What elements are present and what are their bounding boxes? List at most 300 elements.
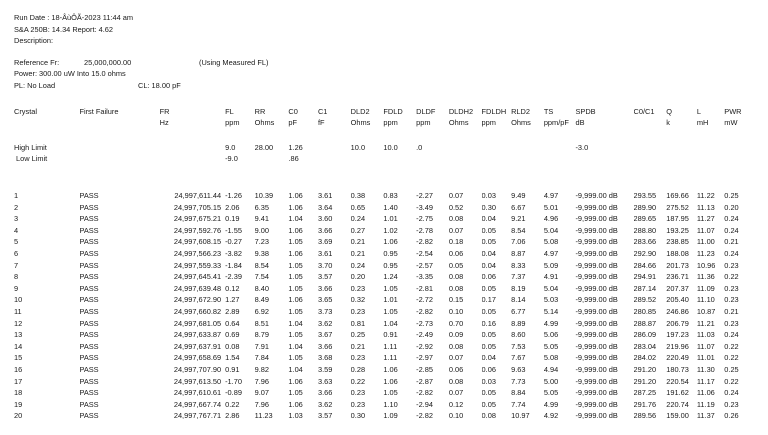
table-cell: 11.27 xyxy=(696,215,715,224)
table-cell: 1.02 xyxy=(383,226,398,235)
table-cell: 7 xyxy=(14,261,19,270)
table-cell: 0.05 xyxy=(481,331,496,340)
table-cell: 4.99 xyxy=(543,319,559,328)
table-cell: 1.06 xyxy=(288,400,303,409)
table-cell: 15 xyxy=(14,354,23,363)
table-cell: 0.25 xyxy=(724,192,739,200)
table-cell: 219.96 xyxy=(666,342,689,351)
table-cell: 11.13 xyxy=(696,203,715,212)
table-cell: PASS xyxy=(79,284,99,293)
table-cell: -2.27 xyxy=(416,192,433,200)
table-cell: 180.73 xyxy=(666,365,689,374)
table-cell: 0.23 xyxy=(724,284,739,293)
table-cell: 3.62 xyxy=(317,400,333,409)
column-unit xyxy=(79,119,159,130)
table-cell: PASS xyxy=(79,342,99,351)
table-cell: -0.89 xyxy=(225,389,242,398)
table-cell: 8.51 xyxy=(254,319,270,328)
limit-value: -3.0 xyxy=(575,144,589,152)
cl-line: CL: 18.00 pF xyxy=(138,81,181,90)
table-cell: 10.39 xyxy=(254,192,274,200)
table-cell: 0.23 xyxy=(724,296,739,305)
table-cell: PASS xyxy=(79,377,99,386)
table-cell: 9.82 xyxy=(254,365,270,374)
limit-value: .0 xyxy=(416,144,423,152)
table-cell: 8.89 xyxy=(511,319,526,328)
table-cell: 0.22 xyxy=(724,273,739,282)
table-cell: PASS xyxy=(79,238,99,247)
table-cell: 0.10 xyxy=(448,307,464,316)
table-cell: 1.03 xyxy=(288,412,303,421)
table-cell: 207.37 xyxy=(666,284,689,293)
table-cell: 7.23 xyxy=(254,238,270,247)
table-cell: 4.94 xyxy=(543,365,559,374)
table-cell: 1.06 xyxy=(383,238,398,247)
table-row xyxy=(14,378,768,390)
table-cell: 275.52 xyxy=(666,203,689,212)
table-cell: 1.06 xyxy=(288,377,303,386)
table-cell: 0.24 xyxy=(350,215,366,224)
table-cell: 3.67 xyxy=(317,331,333,340)
column-unit: Ohms xyxy=(511,119,531,127)
table-cell: 0.08 xyxy=(448,342,464,351)
table-cell: 0.05 xyxy=(481,238,496,247)
table-cell: 5.06 xyxy=(543,331,559,340)
table-cell: 2.86 xyxy=(225,412,240,421)
table-cell: PASS xyxy=(79,261,99,270)
table-cell: 6.77 xyxy=(511,307,526,316)
table-cell: 8.19 xyxy=(511,284,526,293)
table-cell: 0.03 xyxy=(481,192,496,200)
column-header: DLDH2 xyxy=(448,108,474,116)
table-cell: 0.26 xyxy=(724,412,739,421)
table-cell: 11.00 xyxy=(696,238,715,247)
table-cell: 292.90 xyxy=(633,249,657,258)
table-cell: 0.21 xyxy=(350,238,366,247)
table-cell: 3.73 xyxy=(317,307,333,316)
table-cell: 0.95 xyxy=(383,261,398,270)
table-cell: 5.09 xyxy=(543,261,559,270)
table-cell: 201.73 xyxy=(666,261,689,270)
limit-value: 28.00 xyxy=(254,144,274,152)
table-row xyxy=(14,215,768,227)
table-cell: 24,997,611.44 xyxy=(174,192,222,200)
table-cell: 9.00 xyxy=(254,226,270,235)
table-cell: 280.85 xyxy=(633,307,657,316)
table-cell: 9 xyxy=(14,284,19,293)
table-cell: PASS xyxy=(79,354,99,363)
table-cell: 1.06 xyxy=(383,377,398,386)
table-cell: 11.37 xyxy=(696,412,715,421)
table-cell: 193.25 xyxy=(666,226,689,235)
table-cell: -2.97 xyxy=(416,354,433,363)
table-cell: 3.66 xyxy=(317,389,333,398)
table-cell: 0.08 xyxy=(448,273,464,282)
column-header: TS xyxy=(543,108,554,116)
table-cell: 0.05 xyxy=(481,307,496,316)
table-cell: 0.05 xyxy=(481,226,496,235)
table-cell: 8.33 xyxy=(511,261,526,270)
table-cell: 8.54 xyxy=(511,226,526,235)
table-row xyxy=(14,401,768,413)
table-cell: 287.25 xyxy=(633,389,657,398)
table-cell: 2 xyxy=(14,203,19,212)
table-row xyxy=(14,366,768,378)
table-cell: 1.04 xyxy=(288,342,303,351)
table-cell: 0.08 xyxy=(448,215,464,224)
table-cell: 7.96 xyxy=(254,377,270,386)
table-cell: PASS xyxy=(79,389,99,398)
table-cell: 12 xyxy=(14,319,23,328)
table-cell: 5.14 xyxy=(543,307,559,316)
table-cell: 10.87 xyxy=(696,307,716,316)
table-cell: 3.66 xyxy=(317,284,333,293)
table-cell: 3.66 xyxy=(317,342,333,351)
crystal-results-table xyxy=(14,108,768,424)
table-cell: 0.65 xyxy=(350,203,366,212)
table-cell: 1.10 xyxy=(383,400,398,409)
table-cell: 169.66 xyxy=(666,192,689,200)
table-cell: 4.97 xyxy=(543,192,559,200)
table-cell: 5 xyxy=(14,238,19,247)
reference-frequency-value: 25,000,000.00 xyxy=(84,58,132,67)
table-cell: 11.10 xyxy=(696,296,715,305)
column-header: FR xyxy=(159,108,170,116)
table-cell: 0.24 xyxy=(724,226,739,235)
table-cell: 10.96 xyxy=(696,261,716,270)
table-row xyxy=(14,204,768,216)
column-unit: mH xyxy=(696,119,709,127)
table-cell: 283.66 xyxy=(633,238,657,247)
table-cell: 288.87 xyxy=(633,319,657,328)
table-cell: -9,999.00 dB xyxy=(575,342,618,351)
table-cell: 7.53 xyxy=(511,342,526,351)
table-cell: 7.37 xyxy=(511,273,526,282)
table-cell: PASS xyxy=(79,192,99,200)
table-row xyxy=(14,296,768,308)
column-unit: ppm xyxy=(225,119,240,127)
table-cell: 0.08 xyxy=(448,377,464,386)
column-header: RR xyxy=(254,108,266,116)
table-cell: 1.04 xyxy=(288,215,303,224)
table-cell: -3.35 xyxy=(416,273,433,282)
limit-value xyxy=(634,155,667,166)
table-cell: 0.08 xyxy=(448,284,464,293)
table-cell: 1.04 xyxy=(288,365,303,374)
table-row xyxy=(14,227,768,239)
run-date-value: 18-ÂùÔÃ-2023 xyxy=(51,13,101,22)
column-header: SPDB xyxy=(575,108,596,116)
table-cell: -9,999.00 dB xyxy=(575,307,618,316)
limit-value xyxy=(416,155,449,166)
table-row xyxy=(14,331,768,343)
table-cell: 24,997,645.41 xyxy=(173,273,222,282)
limit-value xyxy=(511,144,544,155)
table-row xyxy=(14,262,768,274)
limit-value: -9.0 xyxy=(225,155,238,163)
table-cell: 0.05 xyxy=(481,389,496,398)
table-cell: 3.69 xyxy=(317,238,333,247)
high-limit-row xyxy=(14,144,768,155)
table-cell: 0.52 xyxy=(448,203,464,212)
run-date-line xyxy=(14,14,133,21)
table-cell: 187.95 xyxy=(666,215,689,224)
table-cell: 7.91 xyxy=(254,342,270,351)
table-cell: 11.22 xyxy=(696,192,715,200)
table-cell: 10 xyxy=(14,296,23,305)
table-cell: 11.01 xyxy=(696,354,715,363)
limit-value: 10.0 xyxy=(383,144,398,152)
table-cell: -2.54 xyxy=(416,249,433,258)
table-cell: 0.24 xyxy=(724,249,739,258)
table-cell: 236.71 xyxy=(666,273,689,282)
table-cell: 205.40 xyxy=(666,296,689,305)
table-cell: 9.38 xyxy=(254,249,270,258)
table-cell: 0.04 xyxy=(481,215,496,224)
table-cell: 0.30 xyxy=(350,412,366,421)
power-line: Power: 300.00 uW Into 15.0 ohms xyxy=(14,69,126,78)
table-cell: -9,999.00 dB xyxy=(575,273,618,282)
table-cell: 238.85 xyxy=(666,238,689,247)
table-cell: 0.30 xyxy=(481,203,496,212)
table-row xyxy=(14,412,768,424)
run-time-value: 11:44 am xyxy=(102,13,134,22)
limit-value xyxy=(449,144,482,155)
table-cell: 7.96 xyxy=(254,400,270,409)
table-cell: 246.86 xyxy=(666,307,689,316)
table-cell: 0.28 xyxy=(350,365,366,374)
low-limit-row xyxy=(14,155,768,166)
column-unit: ppm xyxy=(481,119,496,127)
table-cell: 11.19 xyxy=(696,400,715,409)
limit-value xyxy=(482,144,512,155)
table-cell: 1.05 xyxy=(288,354,303,363)
table-cell: 0.22 xyxy=(724,342,739,351)
table-cell: 24,997,675.21 xyxy=(173,215,222,224)
table-cell: 3 xyxy=(14,215,19,224)
limit-value xyxy=(724,155,768,166)
table-cell: 1.06 xyxy=(288,296,303,305)
table-cell: -9,999.00 dB xyxy=(575,377,618,386)
table-cell: 3.68 xyxy=(317,354,333,363)
table-cell: 11.23 xyxy=(254,412,273,421)
table-cell: PASS xyxy=(79,400,99,409)
table-cell: 291.76 xyxy=(633,400,657,409)
table-cell: -2.82 xyxy=(416,389,433,398)
table-cell: 4 xyxy=(14,226,19,235)
description-label: Description: xyxy=(14,36,54,45)
table-cell: 1.11 xyxy=(383,354,398,363)
column-header-row xyxy=(14,108,768,119)
table-cell: 0.07 xyxy=(448,226,464,235)
limit-value xyxy=(383,155,416,166)
table-cell: -2.81 xyxy=(416,284,433,293)
limit-value: 9.0 xyxy=(225,144,236,152)
limit-value xyxy=(511,155,544,166)
column-unit: fF xyxy=(317,119,325,127)
table-cell: 2.89 xyxy=(225,307,240,316)
table-cell: 9.07 xyxy=(254,389,270,398)
table-cell: 5.05 xyxy=(543,389,559,398)
table-cell: 3.64 xyxy=(317,203,333,212)
table-cell: 5.01 xyxy=(543,203,559,212)
table-cell: 6.35 xyxy=(254,203,270,212)
limit-label: Low Limit xyxy=(16,155,48,163)
table-cell: 1.05 xyxy=(383,389,398,398)
limit-value xyxy=(697,144,724,155)
table-cell: -2.82 xyxy=(416,307,433,316)
table-row xyxy=(14,273,768,285)
table-cell: 24,997,637.91 xyxy=(173,342,222,351)
table-cell: 0.91 xyxy=(225,365,240,374)
limit-value xyxy=(160,144,225,155)
column-unit: Ohms xyxy=(254,119,275,127)
table-cell: 24,997,592.76 xyxy=(173,226,222,235)
table-cell: 220.49 xyxy=(666,354,689,363)
table-cell: 0.06 xyxy=(481,365,496,374)
table-cell: 0.24 xyxy=(724,389,739,398)
table-cell: 0.23 xyxy=(350,284,366,293)
table-cell: 18 xyxy=(14,389,23,398)
table-cell: 0.22 xyxy=(724,354,739,363)
limit-value xyxy=(482,155,512,166)
table-cell: 7.67 xyxy=(511,354,526,363)
table-cell: 0.23 xyxy=(724,261,739,270)
table-cell: PASS xyxy=(79,296,99,305)
table-cell: 1.05 xyxy=(288,331,303,340)
table-cell: 9.21 xyxy=(511,215,526,224)
column-unit-row xyxy=(14,119,768,130)
table-cell: -9,999.00 dB xyxy=(575,400,618,409)
table-cell: -2.78 xyxy=(416,226,433,235)
table-cell: 24,997,658.69 xyxy=(173,354,222,363)
table-cell: 0.27 xyxy=(350,226,366,235)
table-cell: PASS xyxy=(79,226,99,235)
table-cell: 0.06 xyxy=(481,273,496,282)
table-row xyxy=(14,250,768,262)
column-unit: Hz xyxy=(159,119,169,127)
table-cell: 8.49 xyxy=(254,296,270,305)
table-cell: 24,997,705.15 xyxy=(173,203,222,212)
column-header: C1 xyxy=(317,108,328,116)
table-cell: 24,997,667.74 xyxy=(173,400,222,409)
table-cell: -2.72 xyxy=(416,296,433,305)
table-cell: 5.04 xyxy=(543,226,559,235)
table-cell: 0.21 xyxy=(724,307,739,316)
table-cell: 0.21 xyxy=(350,342,366,351)
table-cell: 5.08 xyxy=(543,354,559,363)
table-cell: 11 xyxy=(14,307,22,316)
table-row xyxy=(14,285,768,297)
table-cell: 197.23 xyxy=(666,331,689,340)
table-cell: 6 xyxy=(14,249,19,258)
table-cell: 7.06 xyxy=(511,238,526,247)
table-cell: 294.91 xyxy=(633,273,657,282)
table-cell: 7.84 xyxy=(254,354,270,363)
limit-value xyxy=(575,155,633,166)
table-cell: 0.08 xyxy=(481,412,496,421)
table-cell: PASS xyxy=(79,215,99,224)
table-cell: 1.54 xyxy=(225,354,240,363)
table-cell: -2.82 xyxy=(416,412,433,421)
table-cell: 0.10 xyxy=(448,412,464,421)
table-cell: 220.54 xyxy=(666,377,689,386)
limit-value xyxy=(318,144,351,155)
table-cell: -9,999.00 dB xyxy=(575,412,618,421)
table-cell: -1.26 xyxy=(225,192,242,200)
table-cell: 14 xyxy=(14,342,23,351)
table-cell: 0.83 xyxy=(383,192,398,200)
column-header: L xyxy=(696,108,701,116)
table-cell: 3.57 xyxy=(317,412,333,421)
table-cell: 0.25 xyxy=(724,365,739,374)
table-cell: -0.27 xyxy=(225,238,242,247)
table-cell: -3.49 xyxy=(416,203,433,212)
table-cell: 0.09 xyxy=(448,331,464,340)
table-cell: 3.66 xyxy=(317,226,333,235)
table-cell: 0.18 xyxy=(448,238,464,247)
table-row xyxy=(14,238,768,250)
limit-value xyxy=(697,155,724,166)
limit-value: 10.0 xyxy=(350,144,366,152)
table-cell: 11.09 xyxy=(696,284,715,293)
table-cell: 191.62 xyxy=(666,389,689,398)
table-cell: 4.97 xyxy=(543,249,559,258)
table-cell: 8.60 xyxy=(511,331,526,340)
table-cell: 5.08 xyxy=(543,238,559,247)
limit-value xyxy=(318,155,351,166)
table-cell: 24,997,610.61 xyxy=(173,389,222,398)
table-cell: -2.39 xyxy=(225,273,242,282)
column-header: FL xyxy=(225,108,234,116)
table-cell: -9,999.00 dB xyxy=(575,249,618,258)
table-cell: 1.04 xyxy=(383,319,398,328)
table-cell: 0.23 xyxy=(350,354,366,363)
run-date-label: Run Date : xyxy=(14,13,50,22)
table-cell: PASS xyxy=(79,331,99,340)
column-unit: pF xyxy=(288,119,298,127)
table-cell: -2.82 xyxy=(416,238,433,247)
limit-label: High Limit xyxy=(14,144,47,152)
table-cell: 8.54 xyxy=(254,261,270,270)
column-unit xyxy=(634,119,667,130)
table-cell: 11.36 xyxy=(696,273,715,282)
table-cell: 0.32 xyxy=(350,296,366,305)
table-cell: -3.82 xyxy=(225,249,242,258)
table-cell: 1.06 xyxy=(288,203,303,212)
table-cell: 7.73 xyxy=(511,377,526,386)
table-cell: -9,999.00 dB xyxy=(575,261,618,270)
table-cell: -2.57 xyxy=(416,261,433,270)
table-cell: 0.38 xyxy=(350,192,366,200)
table-cell: 0.04 xyxy=(481,261,496,270)
table-cell: 1.40 xyxy=(383,203,398,212)
table-cell: PASS xyxy=(79,249,99,258)
table-cell: 0.24 xyxy=(724,331,739,340)
table-cell: 24,997,613.50 xyxy=(173,377,222,386)
table-cell: 5.05 xyxy=(543,342,559,351)
table-cell: 5.00 xyxy=(543,377,559,386)
table-cell: -9,999.00 dB xyxy=(575,284,618,293)
table-cell: -2.94 xyxy=(416,400,433,409)
table-cell: 11.23 xyxy=(696,249,715,258)
table-cell: 206.79 xyxy=(666,319,689,328)
table-cell: 4.92 xyxy=(543,412,559,421)
table-cell: 10.97 xyxy=(511,412,530,421)
table-cell: 0.69 xyxy=(225,331,240,340)
table-cell: 0.05 xyxy=(481,284,496,293)
table-row xyxy=(14,320,768,332)
